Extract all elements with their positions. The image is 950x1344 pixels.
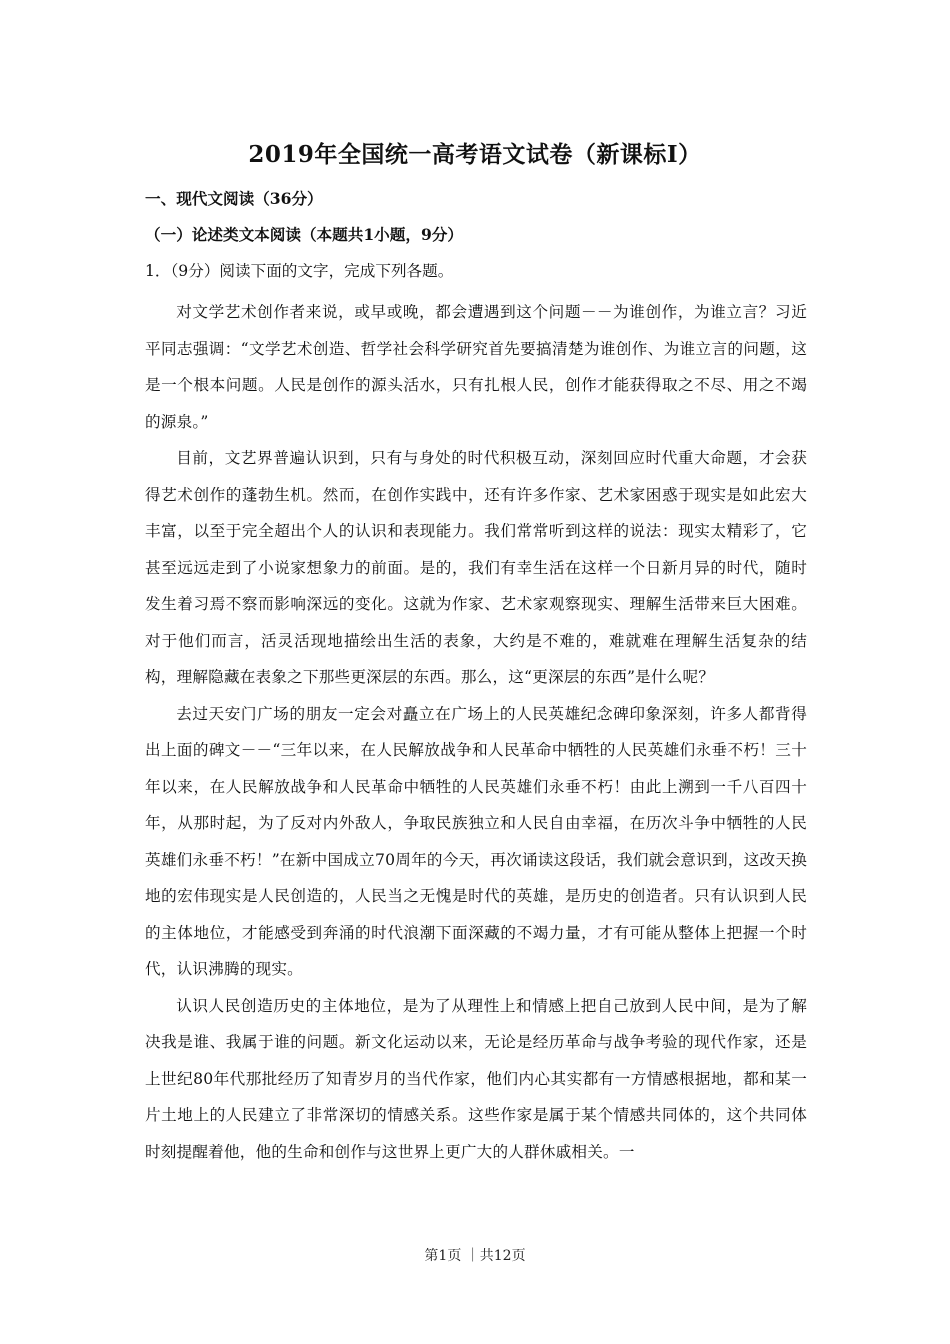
section-heading: 一、现代文阅读（36分）	[145, 189, 323, 208]
paragraph-4: 认识人民创造历史的主体地位，是为了从理性上和情感上把自己放到人民中间，是为了解决我是谁、我属于谁的问题。新文化运动以来，无论是经历革命与战争考验的现代作家，还是上世纪80年代那批经历了知青岁月的当代作家，他们内心其实都有一方情感根据地，都和某一片土地上的人民建立了非常深切的情感关系。这些作家是属于某个情感共同体的，这个共同体时刻提醒着他，他的生命和创作与这世界上更广大的人群休戚相关。一	[145, 996, 807, 1161]
page-footer: 第1页 ｜共12页	[424, 1248, 526, 1264]
page-title: 2019年全国统一高考语文试卷（新课标Ⅰ）	[248, 141, 702, 168]
question-intro: 1．（9分）阅读下面的文字，完成下列各题。	[145, 262, 454, 280]
subsection-heading: （一）论述类文本阅读（本题共1小题，9分）	[145, 225, 463, 244]
paragraph-1: 对文学艺术创作者来说，或早或晚，都会遭遇到这个问题－－为谁创作，为谁立言？习近平同志强调：“文学艺术创造、哲学社会科学研究首先要搞清楚为谁创作、为谁立言的问题，这是一个根本问题。人民是创作的源头活水，只有扎根人民，创作才能获得取之不尽、用之不竭的源泉。”	[145, 303, 807, 431]
paragraph-3: 去过天安门广场的朋友一定会对矗立在广场上的人民英雄纪念碑印象深刻，许多人都背得出上面的碑文－－“三年以来，在人民解放战争和人民革命中牺牲的人民英雄们永垂不朽！三十年以来，在人民解放战争和人民革命中牺牲的人民英雄们永垂不朽！由此上溯到一千八百四十年，从那时起，为了反对内外敌人，争取民族独立和人民自由幸福，在历次斗争中牺牲的人民英雄们永垂不朽！”在新中国成立70周年的今天，再次诵读这段话，我们就会意识到，这改天换地的宏伟现实是人民创造的，人民当之无愧是时代的英雄，是历史的创造者。只有认识到人民的主体地位，才能感受到奔涌的时代浪潮下面深藏的不竭力量，才有可能从整体上把握一个时代，认识沸腾的现实。	[145, 704, 807, 978]
document-body	[145, 188, 807, 1170]
paragraph-2: 目前，文艺界普遍认识到，只有与身处的时代积极互动，深刻回应时代重大命题，才会获得艺术创作的蓬勃生机。然而，在创作实践中，还有许多作家、艺术家困惑于现实是如此宏大丰富，以至于完全超出个人的认识和表现能力。我们常常听到这样的说法：现实太精彩了，它甚至远远走到了小说家想象力的前面。是的，我们有幸生活在这样一个日新月异的时代，随时发生着习焉不察而影响深远的变化。这就为作家、艺术家观察现实、理解生活带来巨大困难。对于他们而言，活灵活现地描绘出生活的表象，大约是不难的，难就难在理解生活复杂的结构，理解隐藏在表象之下那些更深层的东西。那么，这“更深层的东西”是什么呢？	[145, 449, 807, 686]
